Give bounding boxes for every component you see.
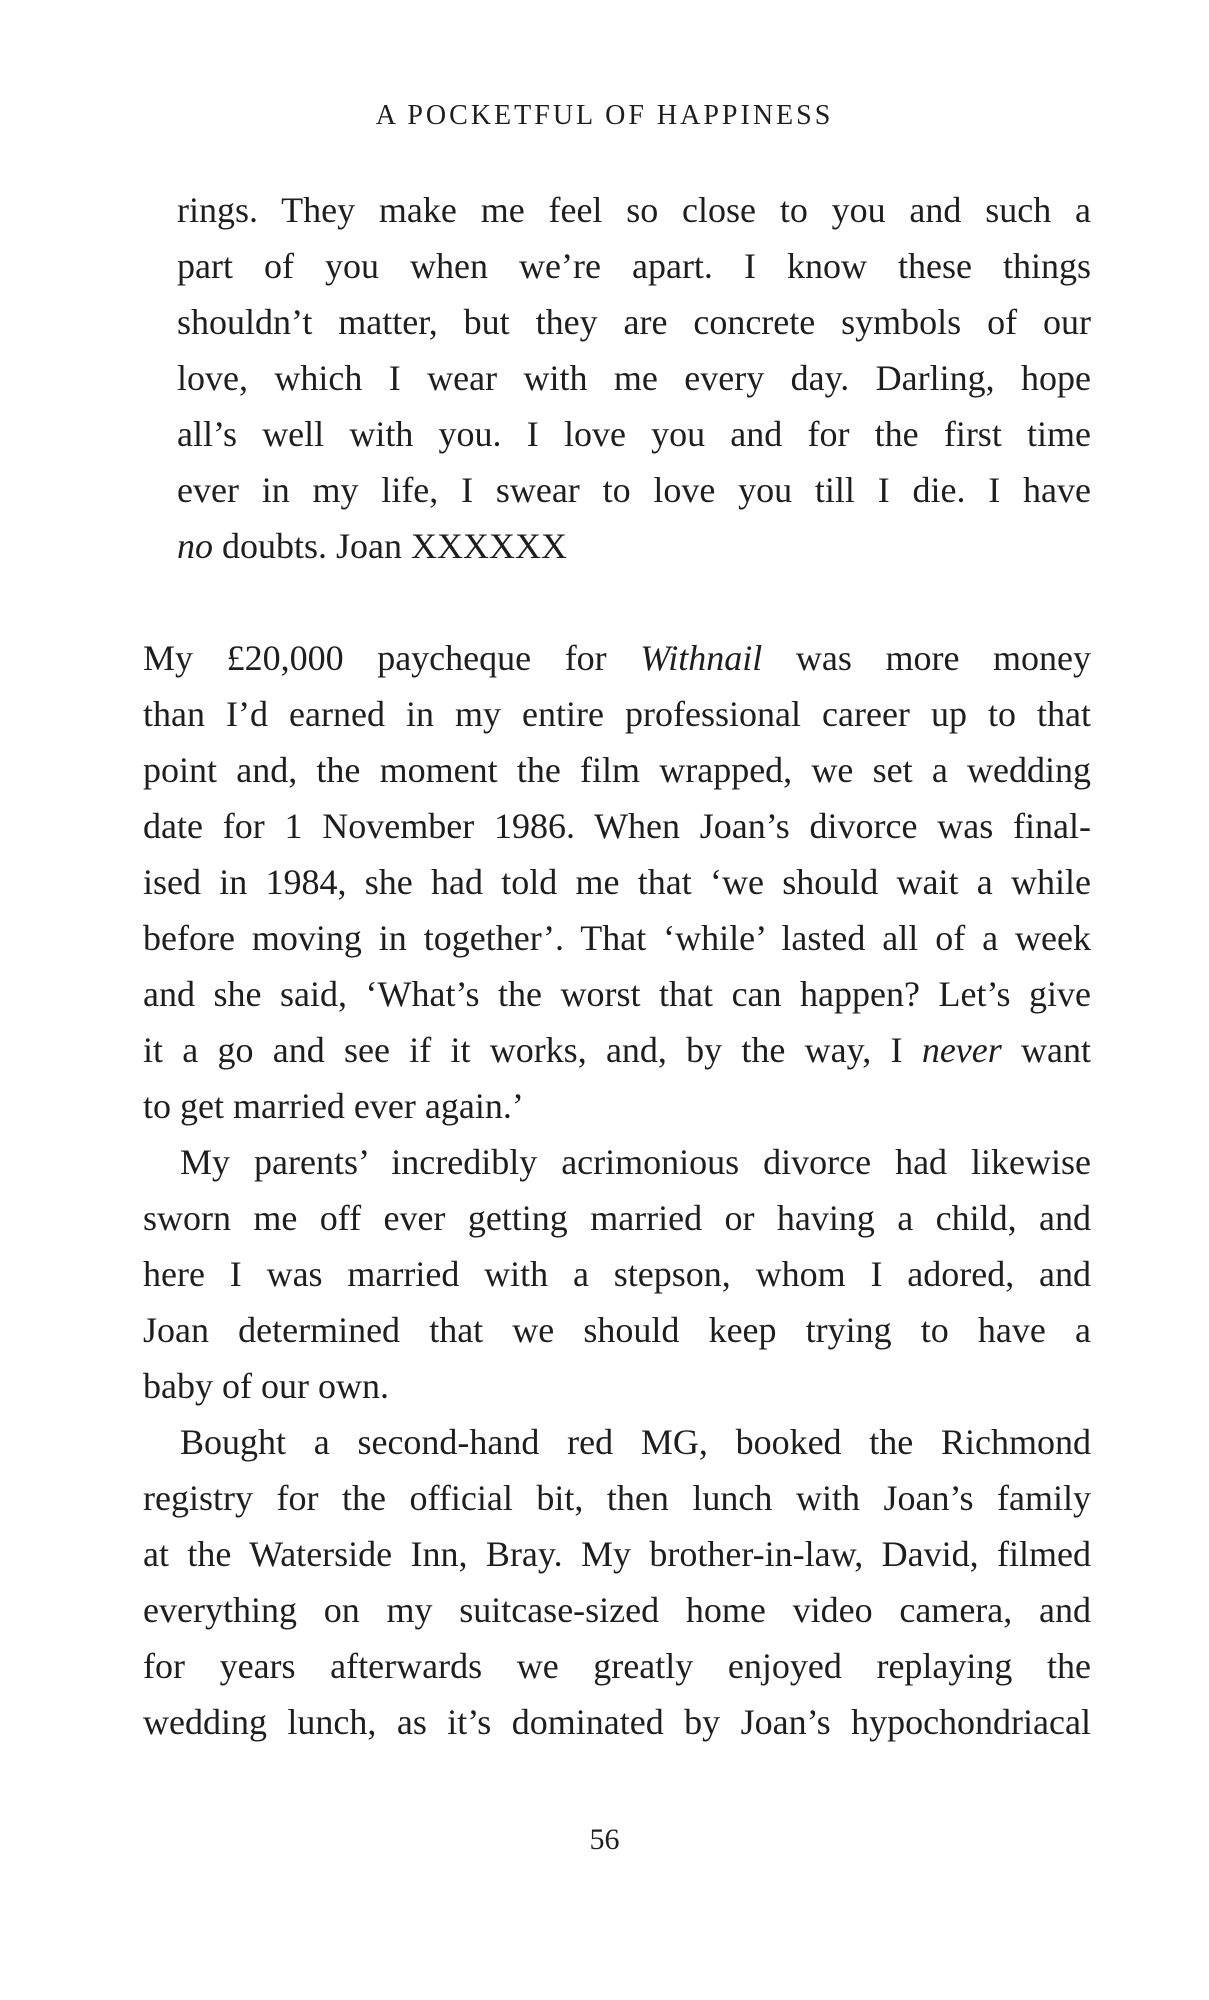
paragraph-line: to get married ever again.’ [143, 1086, 524, 1126]
text-run: My £20,000 paycheque for [143, 638, 641, 678]
paragraph-line: at the Waterside Inn, Bray. My brother-in-law, David, filmed [143, 1534, 1091, 1574]
paragraph-line: date for 1 November 1986. When Joan’s divorce was final- [143, 806, 1091, 846]
paragraph-line: My parents’ incredibly acrimonious divorce had likewise [180, 1142, 1091, 1182]
paragraph-line [143, 1028, 1091, 1072]
letter-line: part of you when we’re apart. I know these things [177, 246, 1091, 286]
paragraph-line: point and, the moment the film wrapped, we set a wedding [143, 750, 1091, 790]
running-head: A POCKETFUL OF HAPPINESS [375, 100, 834, 131]
letter-line: shouldn’t matter, but they are concrete symbols of our [177, 302, 1091, 342]
text-run: it a go and see if it works, and, by the way, I [143, 1030, 922, 1070]
text-run: want [1001, 1030, 1091, 1070]
letter-emphasis: no [177, 526, 213, 566]
page-number: 56 [589, 1823, 620, 1856]
paragraph-line: baby of our own. [143, 1366, 389, 1406]
paragraph-line: registry for the official bit, then lunch with Joan’s family [143, 1478, 1091, 1518]
paragraph-line: Bought a second-hand red MG, booked the Richmond [180, 1422, 1091, 1462]
paragraph-line: than I’d earned in my entire professional career up to that [143, 694, 1091, 734]
paragraph-line [143, 636, 1091, 680]
paragraph-line: everything on my suitcase-sized home video camera, and [143, 1590, 1091, 1630]
paragraph-line: Joan determined that we should keep trying to have a [143, 1310, 1091, 1350]
paragraph-line: before moving in together’. That ‘while’ lasted all of a week [143, 918, 1091, 958]
paragraph-line: for years afterwards we greatly enjoyed replaying the [143, 1646, 1091, 1686]
letter-line-last [177, 524, 1091, 568]
paragraph-line: sworn me off ever getting married or having a child, and [143, 1198, 1091, 1238]
paragraph-line: wedding lunch, as it’s dominated by Joan’s hypochondriacal [143, 1702, 1091, 1742]
paragraph-line: here I was married with a stepson, whom I adored, and [143, 1254, 1091, 1294]
emphasis: never [921, 1030, 1002, 1070]
letter-signoff: doubts. Joan XXXXXX [213, 526, 567, 566]
paragraph-line: ised in 1984, she had told me that ‘we should wait a while [143, 862, 1091, 902]
letter-line: rings. They make me feel so close to you and such a [177, 190, 1091, 230]
letter-line: all’s well with you. I love you and for the first time [177, 414, 1091, 454]
letter-line: ever in my life, I swear to love you till I die. I have [177, 470, 1091, 510]
film-title: Withnail [640, 638, 763, 678]
paragraph-line: and she said, ‘What’s the worst that can happen? Let’s give [143, 974, 1091, 1014]
letter-line: love, which I wear with me every day. Darling, hope [177, 358, 1091, 398]
text-run: was more money [762, 638, 1092, 678]
